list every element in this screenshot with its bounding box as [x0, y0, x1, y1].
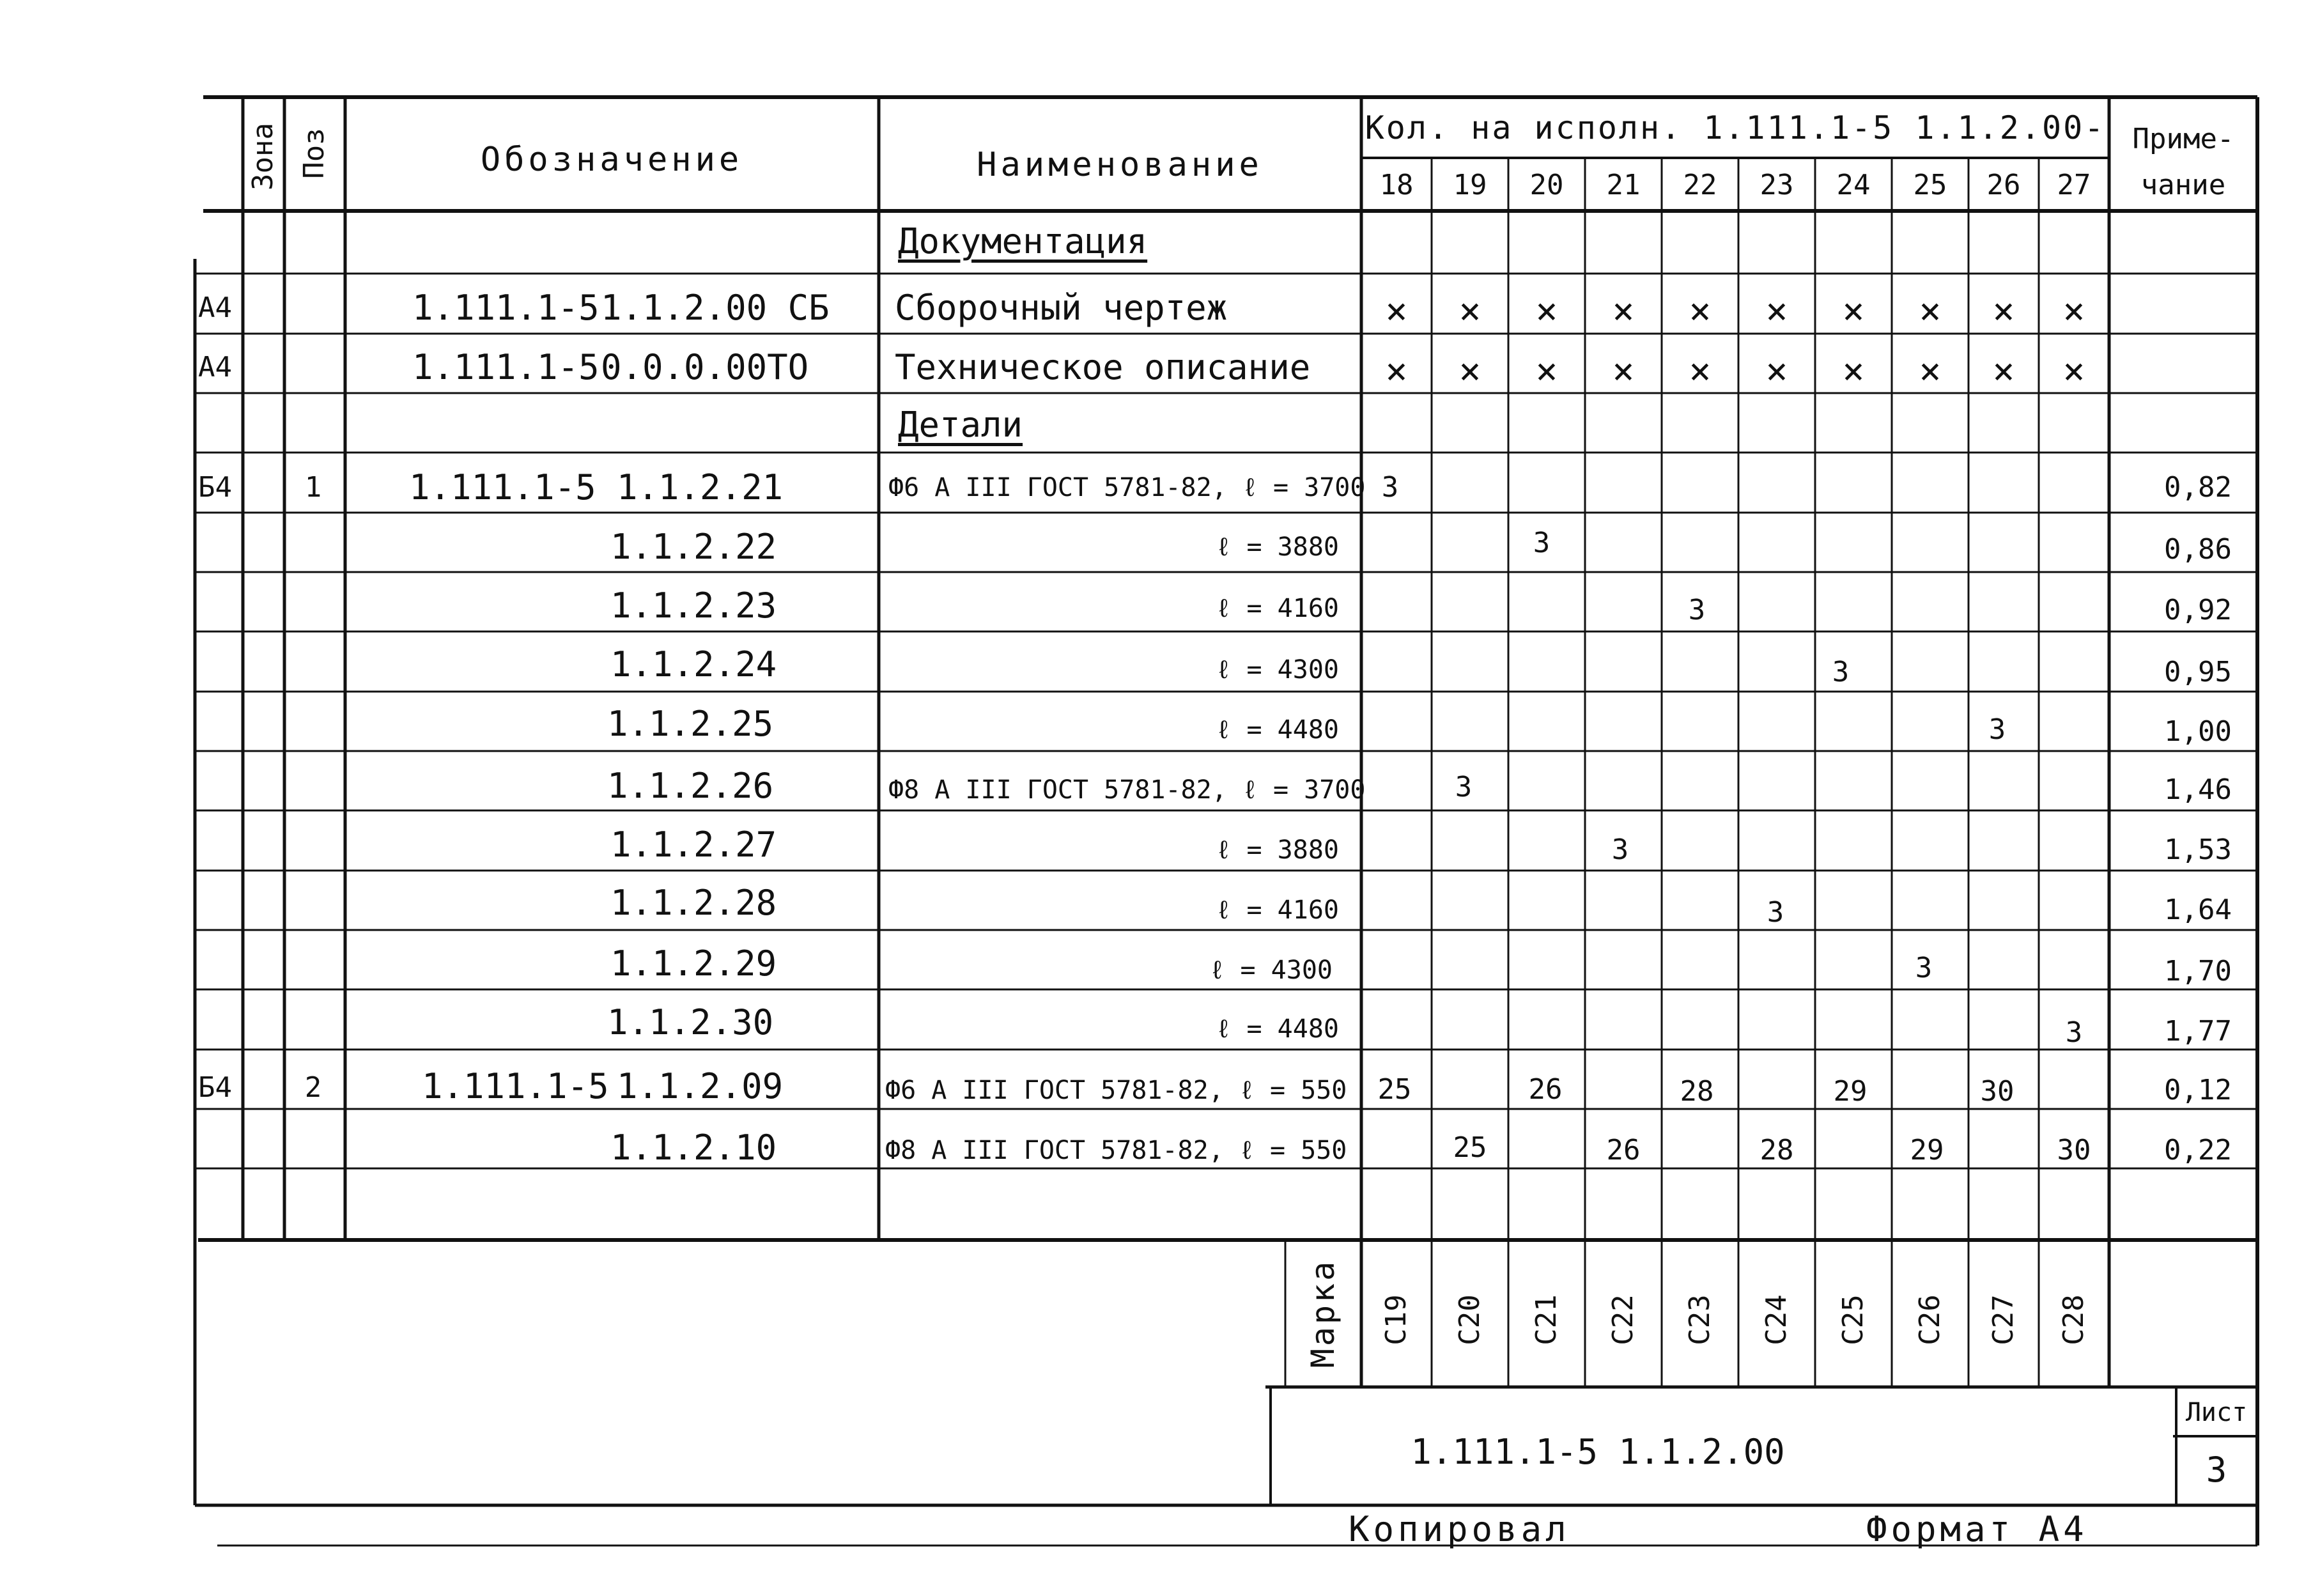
doc1-format: А4 [198, 291, 232, 324]
footer-format: Формат А4 [1866, 1509, 2088, 1549]
header-note-1: Приме- [2132, 123, 2234, 155]
p8-designation-b: 1.1.2.28 [610, 883, 777, 923]
p7-qty: 3 [1611, 833, 1629, 866]
doc1-mark-26: × [1992, 289, 2015, 332]
p12-q19: 25 [1453, 1131, 1487, 1164]
marka-c24: С24 [1760, 1294, 1793, 1345]
doc1-name: Сборочный чертеж [895, 288, 1228, 328]
variant-22: 22 [1683, 169, 1717, 201]
doc1-mark-22: × [1689, 289, 1712, 332]
p1-note: 0,82 [2164, 471, 2232, 504]
p12-q27: 30 [2057, 1134, 2091, 1166]
p11-q22: 28 [1680, 1075, 1714, 1108]
doc1-mark-25: × [1919, 289, 1942, 332]
doc2-name: Техническое описание [895, 347, 1311, 387]
p12-q25: 29 [1910, 1134, 1944, 1166]
doc2-mark-26: × [1992, 349, 2015, 392]
p2-qty: 3 [1533, 527, 1551, 559]
p7-designation-b: 1.1.2.27 [610, 825, 777, 865]
p1-qty: 3 [1381, 471, 1399, 504]
header-note-2: чание [2140, 169, 2226, 201]
doc2-mark-24: × [1842, 349, 1865, 392]
sheet-label: Лист [2185, 1398, 2248, 1427]
doc2-mark-25: × [1919, 349, 1942, 392]
doc1-mark-20: × [1535, 289, 1558, 332]
doc1-mark-27: × [2062, 289, 2085, 332]
variant-27: 27 [2057, 169, 2091, 201]
p8-note: 1,64 [2164, 894, 2232, 926]
marka-c22: С22 [1607, 1294, 1639, 1345]
header-qty: Кол. на исполн. 1.111.1-5 1.1.2.00- [1365, 109, 2106, 146]
p12-q21: 26 [1606, 1134, 1641, 1166]
variant-21: 21 [1606, 169, 1641, 201]
p7-note: 1,53 [2164, 833, 2232, 866]
p8-qty: 3 [1767, 896, 1784, 929]
doc1-mark-24: × [1842, 289, 1865, 332]
sheet-number: 3 [2206, 1450, 2227, 1490]
marka-label: Марка [1304, 1259, 1342, 1368]
marka-c28: С28 [2057, 1294, 2090, 1345]
doc1-mark-23: × [1765, 289, 1788, 332]
p12-designation-b: 1.1.2.10 [610, 1127, 777, 1168]
p2-designation-b: 1.1.2.22 [610, 527, 777, 567]
variant-26: 26 [1986, 169, 2021, 201]
p5-qty: 3 [1988, 713, 2006, 746]
p3-designation-b: 1.1.2.23 [610, 585, 777, 626]
p2-name: ℓ = 3880 [1216, 532, 1339, 562]
doc2-mark-20: × [1535, 349, 1558, 392]
variant-20: 20 [1529, 169, 1564, 201]
p10-qty: 3 [2065, 1016, 2083, 1049]
doc2-designation-a: 1.111.1-5 [412, 347, 599, 387]
p3-qty: 3 [1688, 594, 1706, 626]
header-designation: Обозначение [480, 141, 743, 179]
doc2-mark-18: × [1385, 349, 1408, 392]
p9-qty: 3 [1915, 952, 1933, 984]
p5-note: 1,00 [2164, 715, 2232, 748]
doc1-designation-b: 1.1.2.00 СБ [601, 288, 830, 328]
p1-designation-a: 1.111.1-5 [409, 467, 596, 507]
p11-q24: 29 [1833, 1075, 1868, 1108]
footer-copied: Копировал [1349, 1509, 1570, 1549]
p10-name: ℓ = 4480 [1216, 1014, 1339, 1044]
p12-note: 0,22 [2164, 1134, 2232, 1166]
header-pos: Поз [298, 128, 330, 179]
p2-note: 0,86 [2164, 533, 2232, 566]
p10-designation-b: 1.1.2.30 [607, 1002, 774, 1042]
p9-designation-b: 1.1.2.29 [610, 943, 777, 984]
doc2-mark-21: × [1612, 349, 1635, 392]
p1-designation-b: 1.1.2.21 [617, 467, 784, 507]
p6-note: 1,46 [2164, 773, 2232, 806]
p10-note: 1,77 [2164, 1015, 2232, 1048]
p12-name: Ф8 А III ГОСТ 5781-82, ℓ = 550 [885, 1136, 1347, 1165]
doc2-mark-19: × [1458, 349, 1481, 392]
p5-name: ℓ = 4480 [1216, 715, 1339, 745]
section-docs: Документация [898, 221, 1148, 261]
p11-designation-b: 1.1.2.09 [617, 1066, 784, 1106]
header-zone: Зона [247, 123, 279, 190]
title-code: 1.111.1-5 1.1.2.00 [1411, 1432, 1785, 1472]
variant-24: 24 [1836, 169, 1871, 201]
p1-name: Ф6 А III ГОСТ 5781-82, ℓ = 3700 [888, 473, 1366, 502]
p11-format: Б4 [198, 1071, 232, 1104]
p11-q20: 26 [1528, 1073, 1563, 1106]
p4-note: 0,95 [2164, 656, 2232, 688]
p11-q26: 30 [1980, 1075, 2015, 1108]
marka-c19: С19 [1380, 1294, 1412, 1345]
doc1-mark-18: × [1385, 289, 1408, 332]
variant-19: 19 [1453, 169, 1487, 201]
p4-qty: 3 [1832, 656, 1850, 688]
doc2-mark-23: × [1765, 349, 1788, 392]
p6-qty: 3 [1455, 771, 1473, 803]
marka-c27: С27 [1987, 1294, 2020, 1345]
marka-c26: С26 [1914, 1294, 1946, 1345]
variant-18: 18 [1379, 169, 1414, 201]
header-name: Наименование [977, 146, 1263, 184]
marka-c20: С20 [1453, 1294, 1486, 1345]
p1-pos: 1 [304, 471, 322, 504]
marka-c21: С21 [1530, 1294, 1563, 1345]
section-parts: Детали [898, 405, 1023, 445]
p3-name: ℓ = 4160 [1216, 594, 1339, 623]
doc2-format: А4 [198, 351, 232, 384]
doc1-mark-21: × [1612, 289, 1635, 332]
marka-c25: С25 [1837, 1294, 1869, 1345]
p4-name: ℓ = 4300 [1216, 655, 1339, 685]
doc1-designation-a: 1.111.1-5 [412, 288, 599, 328]
p11-designation-a: 1.111.1-5 [422, 1066, 609, 1106]
p9-note: 1,70 [2164, 955, 2232, 988]
doc2-designation-b: 0.0.0.00ТО [601, 347, 809, 387]
variant-23: 23 [1759, 169, 1794, 201]
p11-q18: 25 [1377, 1073, 1412, 1106]
p11-note: 0,12 [2164, 1074, 2232, 1106]
marka-c23: С23 [1683, 1294, 1716, 1345]
p3-note: 0,92 [2164, 594, 2232, 626]
p11-pos: 2 [304, 1071, 322, 1104]
p6-name: Ф8 А III ГОСТ 5781-82, ℓ = 3700 [888, 775, 1366, 805]
p12-q23: 28 [1759, 1134, 1794, 1166]
p4-designation-b: 1.1.2.24 [610, 644, 777, 685]
p1-format: Б4 [198, 471, 232, 504]
doc2-mark-27: × [2062, 349, 2085, 392]
p9-name: ℓ = 4300 [1209, 956, 1333, 985]
p7-name: ℓ = 3880 [1216, 835, 1339, 865]
p6-designation-b: 1.1.2.26 [607, 766, 774, 806]
doc2-mark-22: × [1689, 349, 1712, 392]
p8-name: ℓ = 4160 [1216, 895, 1339, 925]
p5-designation-b: 1.1.2.25 [607, 704, 774, 744]
p11-name: Ф6 А III ГОСТ 5781-82, ℓ = 550 [885, 1076, 1347, 1105]
variant-25: 25 [1913, 169, 1947, 201]
doc1-mark-19: × [1458, 289, 1481, 332]
